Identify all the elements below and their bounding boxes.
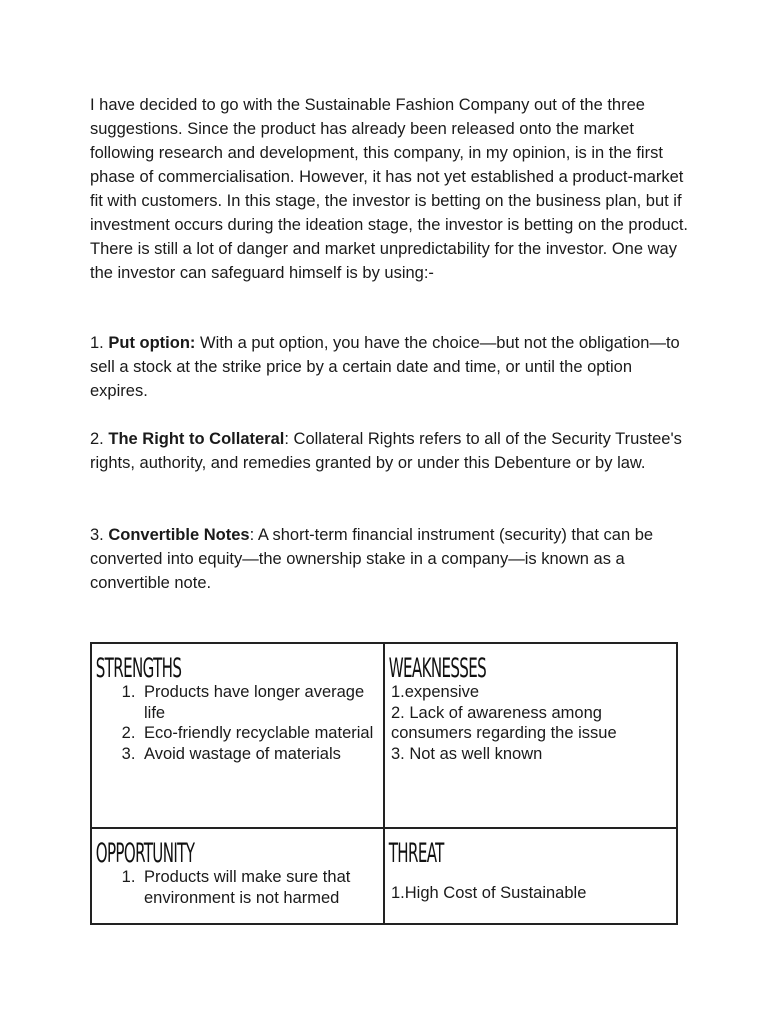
opportunity-cell	[91, 828, 384, 924]
intro-paragraph: I have decided to go with the Sustainable Fashion Company out of the three suggestions. Since the product has already been released onto the market following research and development, this company, in my opinion, is in the first phase of commercialisation. However, it has not yet established a product-market fit with customers. In this stage, the investor is betting on the business plan, but if investment occurs during the ideation stage, the investor is betting on the product. There is still a lot of danger and market unpredictability for the investor. One way the investor can safeguard himself is by using:-	[90, 96, 689, 282]
opportunity-title: OPPORTUNITY	[95, 838, 195, 869]
threat-title: THREAT	[388, 838, 444, 869]
item-number: 2.	[90, 430, 109, 448]
item-number: 1.	[90, 334, 109, 352]
opportunity-list	[92, 867, 383, 908]
strengths-title: STRENGTHS	[95, 653, 182, 684]
item-text: : Collateral Rights refers to all of the Security Trustee's rights, authority, and remedies granted by or under this Debenture or by law.	[90, 430, 682, 472]
list-item: 1. Products have longer average life	[140, 682, 383, 723]
weakness-line: 3. Not as well known	[391, 744, 543, 763]
weaknesses-cell	[384, 643, 677, 828]
list-item: 1. Products will make sure that environment is not harmed	[140, 867, 383, 908]
threat-cell	[384, 828, 677, 924]
swot-row	[91, 828, 677, 924]
weakness-line: 2. Lack of awareness among consumers regarding the issue	[391, 703, 617, 742]
item-text: : A short-term financial instrument (security) that can be converted into equity—the ownership stake in a company—is known as a convertible note.	[90, 526, 654, 592]
weaknesses-title: WEAKNESSES	[388, 653, 487, 684]
weakness-line: 1.expensive	[391, 683, 480, 701]
list-item: 3. Avoid wastage of materials	[140, 744, 383, 765]
strengths-cell	[91, 643, 384, 828]
item-number: 3.	[90, 526, 109, 544]
weaknesses-lines	[385, 682, 676, 764]
list-item: 2. Eco-friendly recyclable material	[140, 723, 383, 744]
swot-row	[91, 643, 677, 828]
threat-line: 1.High Cost of Sustainable	[391, 884, 587, 902]
item-text: With a put option, you have the choice—but not the obligation—to sell a stock at the strike price by a certain date and time, or until the option expires.	[90, 334, 680, 400]
item-term: The Right to Collateral	[108, 430, 285, 448]
numbered-item-right-to-collateral	[90, 427, 690, 475]
swot-table	[90, 642, 678, 925]
item-term: Convertible Notes	[108, 526, 250, 544]
numbered-item-convertible-notes	[90, 523, 690, 595]
item-term: Put option:	[108, 334, 196, 352]
strengths-list	[92, 682, 383, 764]
numbered-item-put-option	[90, 331, 690, 403]
